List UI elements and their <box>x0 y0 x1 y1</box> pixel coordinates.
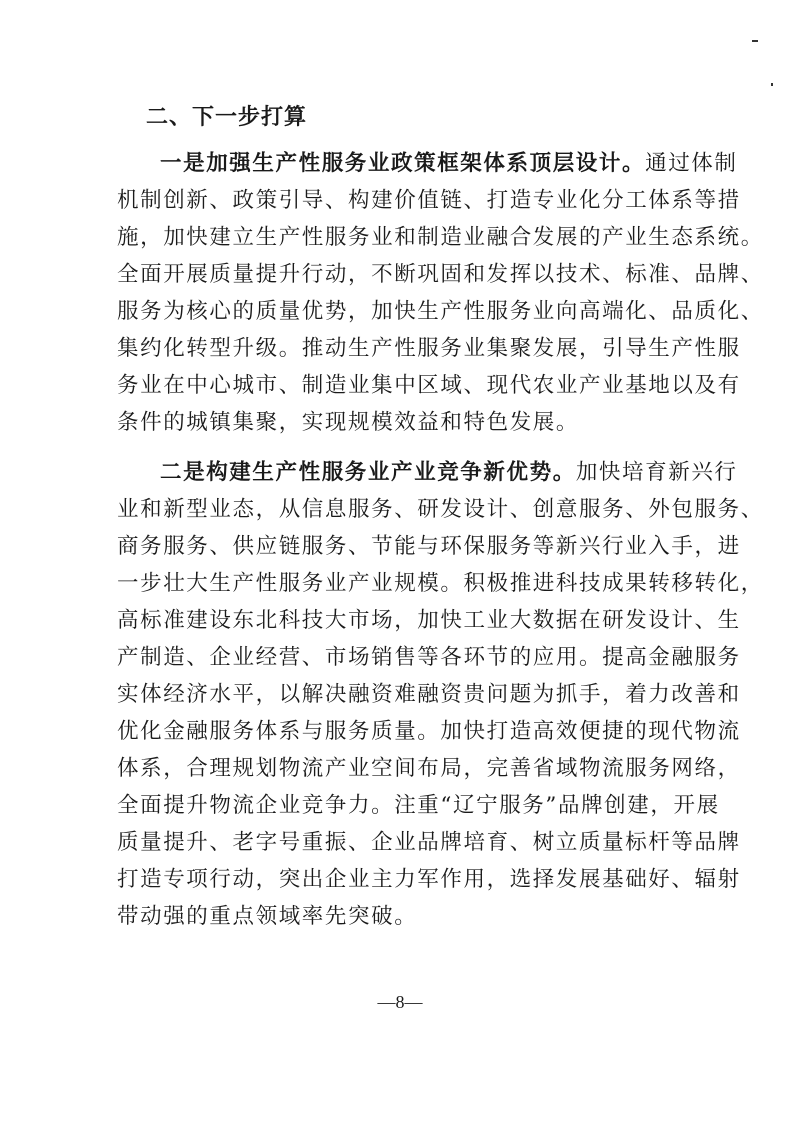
paragraph-line: 全面开展质量提升行动，不断巩固和发挥以技术、标准、品牌、 <box>117 262 764 287</box>
paragraph-line: 机制创新、政策引导、构建价值链、打造专业化分工体系等措 <box>117 188 741 213</box>
paragraph-line: 打造专项行动，突出企业主力军作用，选择发展基础好、辐射 <box>117 867 741 892</box>
scan-mark <box>752 40 758 42</box>
paragraph-line: 实体经济水平，以解决融资难融资贵问题为抓手，着力改善和 <box>117 682 741 707</box>
paragraph-text: 通过体制 <box>645 151 738 176</box>
paragraph-line: 产制造、企业经营、市场销售等各环节的应用。提高金融服务 <box>117 645 741 670</box>
paragraph-line: 集约化转型升级。推动生产性服务业集聚发展，引导生产性服 <box>117 336 741 361</box>
section-heading: 二、下一步打算 <box>146 104 308 130</box>
paragraph-line: 高标准建设东北科技大市场，加快工业大数据在研发设计、生 <box>117 608 741 633</box>
paragraph-line: 体系，合理规划物流产业空间布局，完善省域物流服务网络， <box>117 756 741 781</box>
paragraph-line <box>160 455 738 486</box>
paragraph-lead: 二是构建生产性服务业产业竞争新优势。 <box>160 460 576 485</box>
paragraph-line: 施，加快建立生产性服务业和制造业融合发展的产业生态系统。 <box>117 225 764 250</box>
paragraph-line: 服务为核心的质量优势，加快生产性服务业向高端化、品质化、 <box>117 299 764 324</box>
paragraph-line: 全面提升物流企业竞争力。注重“辽宁服务”品牌创建，开展 <box>117 793 720 818</box>
page-number: —8— <box>377 992 423 1012</box>
paragraph-line <box>160 146 738 177</box>
paragraph-line: 务业在中心城市、制造业集中区域、现代农业产业基地以及有 <box>117 373 741 398</box>
paragraph-text: 加快培育新兴行 <box>575 460 738 485</box>
scan-mark <box>771 83 773 86</box>
paragraph-line: 商务服务、供应链服务、节能与环保服务等新兴行业入手，进 <box>117 534 741 559</box>
paragraph-line: 业和新型业态，从信息服务、研发设计、创意服务、外包服务、 <box>117 497 764 522</box>
paragraph-line: 质量提升、老字号重振、企业品牌培育、树立质量标杆等品牌 <box>117 830 741 855</box>
paragraph-line: 带动强的重点领域率先突破。 <box>117 904 418 929</box>
paragraph-line: 优化金融服务体系与服务质量。加快打造高效便捷的现代物流 <box>117 719 741 744</box>
paragraph-lead: 一是加强生产性服务业政策框架体系顶层设计。 <box>160 151 646 176</box>
paragraph-line: 条件的城镇集聚，实现规模效益和特色发展。 <box>117 410 580 435</box>
paragraph-line: 一步壮大生产性服务业产业规模。积极推进科技成果转移转化， <box>117 571 764 596</box>
